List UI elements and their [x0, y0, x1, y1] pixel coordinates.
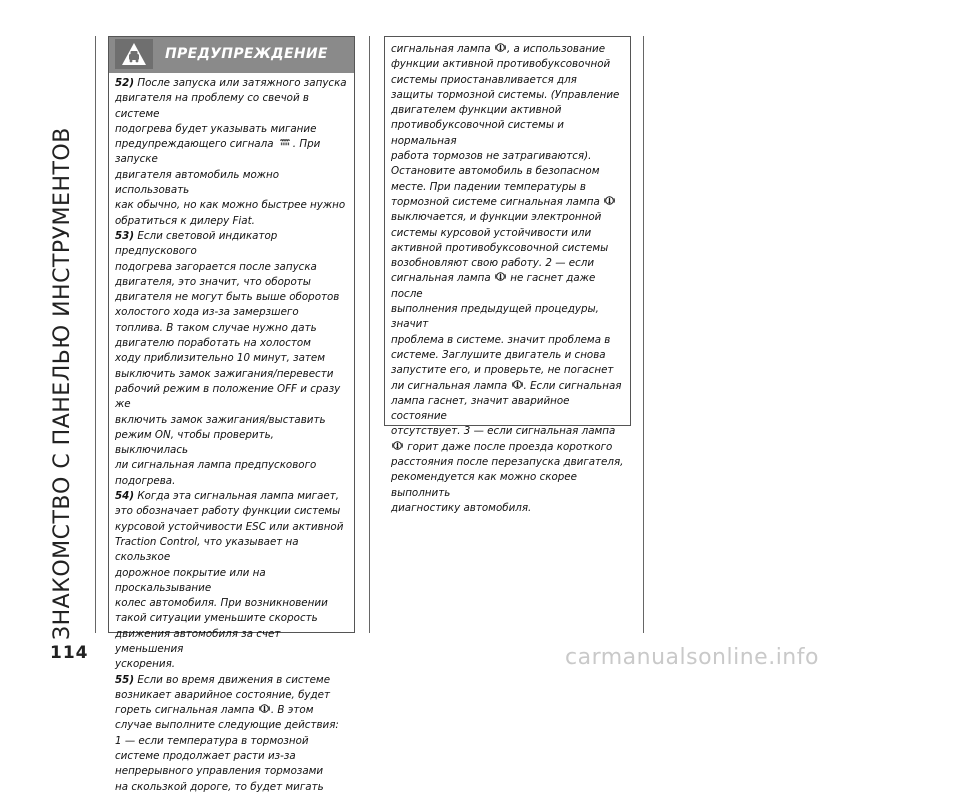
- text-line: . В этом: [270, 704, 314, 717]
- brake-temperature-lamp-icon: [495, 42, 506, 53]
- text-line: выключается, и функции электронной: [391, 211, 602, 224]
- warning-car-icon: [115, 39, 153, 69]
- text-line: ходу приблизительно 10 минут, затем: [115, 352, 326, 365]
- note-number: 52): [115, 77, 135, 89]
- text-line: включить замок зажигания/выставить: [115, 413, 326, 426]
- text-line: отсутствует. 3 — если сигнальная лампа: [391, 425, 616, 438]
- text-line: на скользкой дороге, то будет мигать: [115, 780, 324, 793]
- text-line: горит даже после проезда короткого: [404, 440, 613, 453]
- warning-header: [109, 37, 354, 73]
- text-line: защиты тормозной системы. (Управление: [391, 88, 620, 101]
- page-number: 114: [50, 643, 89, 663]
- text-line: двигателя не могут быть выше оборотов: [115, 291, 340, 304]
- text-line: месте. При падении температуры в: [391, 180, 586, 193]
- paragraph-53: [115, 229, 348, 489]
- text-line: . Если сигнальная: [523, 379, 622, 392]
- text-line: возобновляют свою работу. 2 — если: [391, 257, 595, 270]
- text-line: системе. Заглушите двигатель и снова: [391, 348, 606, 361]
- text-line: топлива. В таком случае нужно дать: [115, 321, 317, 334]
- text-line: . При запуске: [115, 138, 321, 166]
- warning-continuation-box: [384, 36, 631, 514]
- text-line: случае выполните следующие действия:: [115, 719, 339, 732]
- section-title-vertical: ЗНАКОМСТВО С ПАНЕЛЬЮ ИНСТРУМЕНТОВ: [50, 127, 75, 640]
- text-line: ли сигнальная лампа предпускового: [115, 459, 317, 472]
- text-line: системы курсовой устойчивости или: [391, 226, 592, 239]
- text-line: выполнения предыдущей процедуры, значит: [391, 303, 599, 331]
- text-line: ускорения.: [115, 658, 176, 671]
- text-line: Traction Control, что указывает на скользкое: [115, 535, 299, 564]
- brake-temperature-lamp-icon: [495, 271, 506, 282]
- paragraph-54: [115, 489, 348, 673]
- text-line: функции активной противобуксовочной: [391, 58, 611, 71]
- note-number: 53): [115, 229, 135, 242]
- brake-temperature-lamp-icon: [392, 440, 403, 451]
- note-number: 55): [115, 673, 135, 686]
- text-line: 1 — если температура в тормозной: [115, 734, 309, 747]
- text-line: двигателя автомобиль можно использовать: [115, 168, 280, 197]
- text-line: двигателя, это значит, что обороты: [115, 275, 311, 288]
- text-line: проблема в системе. значит проблема в: [391, 333, 611, 346]
- text-line: двигателем функции активной: [391, 104, 562, 117]
- text-line: противобуксовочной системы и нормальная: [391, 119, 564, 147]
- text-line: работа тормозов не затрагиваются).: [391, 150, 592, 163]
- text-line: подогрева загорается после запуска: [115, 260, 317, 273]
- text-line: двигателя на проблему со свечой в системе: [115, 92, 309, 120]
- warning-title: ПРЕДУПРЕЖДЕНИЕ: [165, 46, 328, 62]
- text-line: запустите его, и проверьте, не погаснет: [391, 364, 614, 377]
- text-line: дорожное покрытие или на проскальзывание: [115, 566, 266, 594]
- text-line: диагностику автомобиля.: [391, 501, 532, 514]
- paragraph-55: [115, 673, 348, 795]
- text-line: сигнальная лампа: [391, 43, 494, 55]
- column-divider-right: [643, 36, 644, 633]
- warning-box: [108, 36, 355, 793]
- text-line: двигателю поработать на холостом: [115, 337, 311, 350]
- text-line: подогрева.: [115, 474, 176, 487]
- text-line: обратиться к дилеру Fiat.: [115, 214, 255, 227]
- text-line: лампа гаснет, значит аварийное состояние: [391, 394, 570, 423]
- text-line: движения автомобиля за счет уменьшения: [115, 627, 281, 655]
- brake-temperature-lamp-icon: [259, 703, 270, 714]
- text-line: гореть сигнальная лампа: [115, 704, 258, 717]
- text-line: возникает аварийное состояние, будет: [115, 688, 330, 701]
- brake-temperature-lamp-icon: [512, 379, 523, 390]
- text-line: После запуска или затяжного запуска: [137, 77, 347, 89]
- text-line: такой ситуации уменьшите скорость: [115, 612, 318, 625]
- text-line: Остановите автомобиль в безопасном: [391, 165, 600, 178]
- watermark: carmanualsonline.info: [565, 645, 819, 670]
- text-line: Если световой индикатор предпускового: [115, 229, 278, 258]
- text-line: сигнальная лампа: [391, 272, 494, 285]
- continuation-text: [391, 42, 624, 516]
- text-line: рабочий режим в положение OFF и сразу же: [115, 382, 341, 411]
- brake-temperature-lamp-icon: [604, 195, 615, 206]
- glow-plug-lamp-icon: [278, 137, 292, 148]
- text-line: , а использование: [506, 43, 606, 55]
- text-line: режим ON, чтобы проверить, выключилась: [115, 428, 274, 457]
- text-line: как обычно, но как можно быстрее нужно: [115, 199, 346, 212]
- continuation-body: [385, 37, 630, 516]
- text-line: Когда эта сигнальная лампа мигает,: [134, 490, 339, 503]
- text-line: курсовой устойчивости ESC или активной: [115, 520, 344, 533]
- column-divider-left: [95, 36, 96, 633]
- text-line: рекомендуется как можно скорее выполнить: [391, 471, 577, 499]
- text-line: подогрева будет указывать мигание: [115, 122, 317, 135]
- paragraph-52: [115, 76, 348, 229]
- text-line: выключить замок зажигания/перевести: [115, 367, 334, 380]
- text-line: системе продолжает расти из-за: [115, 750, 296, 763]
- text-line: не гаснет даже после: [391, 272, 596, 300]
- column-divider-mid: [369, 36, 370, 633]
- text-line: предупреждающего сигнала: [115, 138, 277, 151]
- text-line: системы приостанавливается для: [391, 73, 577, 86]
- text-line: колес автомобиля. При возникновении: [115, 597, 328, 610]
- text-line: Если во время движения в системе: [134, 673, 331, 686]
- note-number: 54): [115, 490, 135, 503]
- text-line: тормозной системе сигнальная лампа: [391, 195, 604, 208]
- text-line: расстояния после перезапуска двигателя,: [391, 456, 624, 469]
- text-line: ли сигнальная лампа: [391, 379, 511, 392]
- warning-body: [109, 73, 354, 795]
- text-line: холостого хода из-за замерзшего: [115, 306, 299, 319]
- text-line: это обозначает работу функции системы: [115, 505, 341, 518]
- text-line: активной противобуксовочной системы: [391, 241, 609, 254]
- text-line: непрерывного управления тормозами: [115, 765, 324, 778]
